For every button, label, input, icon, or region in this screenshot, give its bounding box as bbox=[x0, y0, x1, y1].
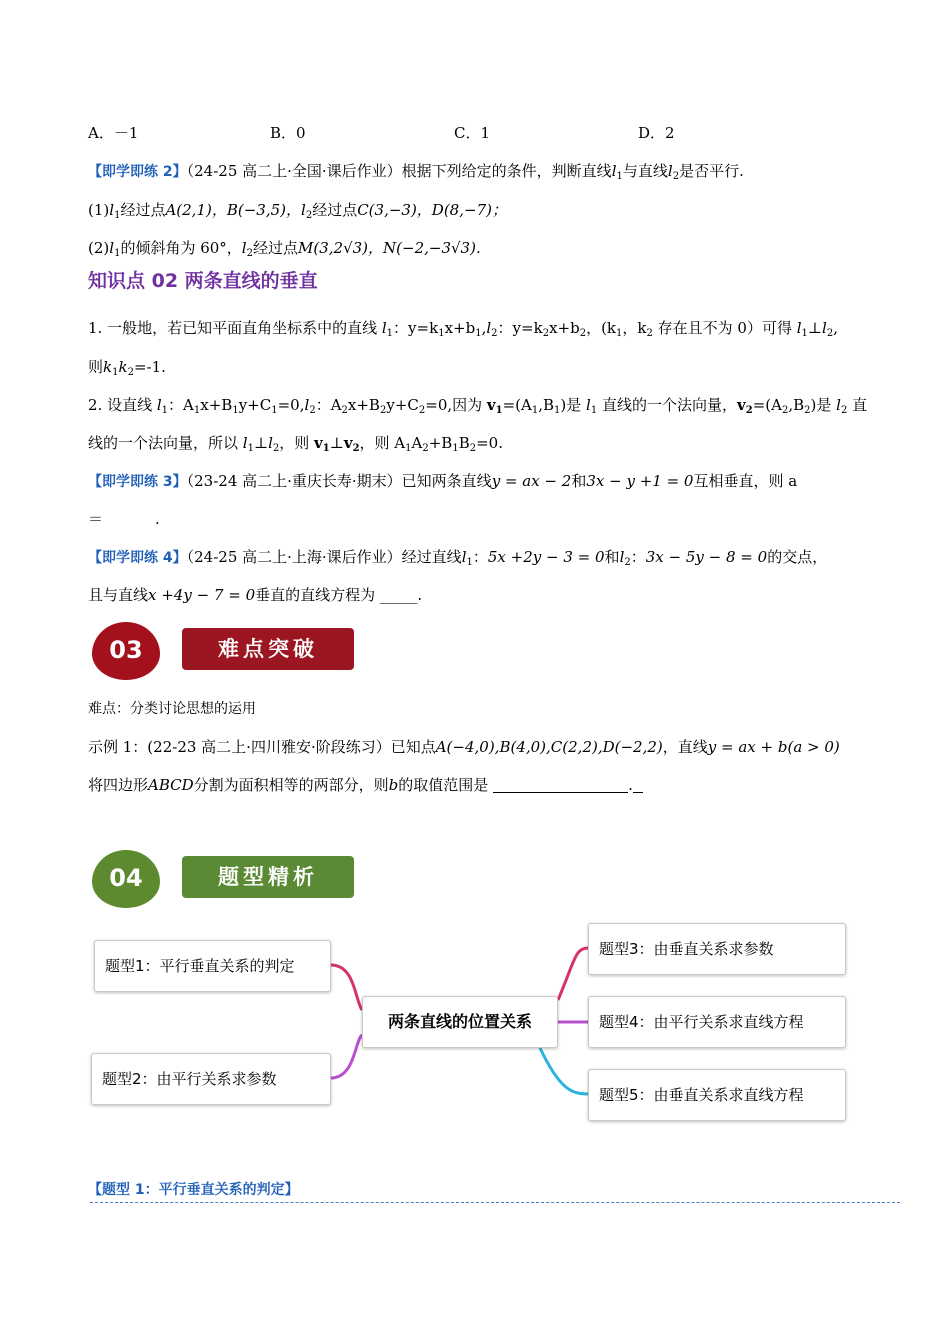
exercise-2-item-1: $(1)l_1$经过点A(2,1)，B(−3,5)，$l_2$经过点C(3,−3)，D(8,−7)； bbox=[88, 201, 507, 221]
paragraph-1-line-1: 1. 一般地，若已知平面直角坐标系中的直线 $l_1$：$y=k_1x+b_1,l_2$：$y=k_2x+b_2$，($k_1$，$k_2$ 存在且不为 0）可得 $l_1\perp l_2$, bbox=[88, 319, 838, 339]
exercise-tag: 【即学即练 2】 bbox=[88, 164, 187, 180]
exercise-4-line-2: 且与直线x +4y − 7 = 0垂直的直线方程为 _____. bbox=[88, 586, 423, 604]
mindmap-node-type-5: 题型5：由垂直关系求直线方程 bbox=[588, 1069, 846, 1121]
exercise-2-header: 【即学即练 2】（24-25 高二上·全国·课后作业）根据下列给定的条件，判断直线$l_1$与直线$l_2$是否平行. bbox=[88, 162, 744, 182]
exercise-3-line-1: 【即学即练 3】（23-24 高二上·重庆长寿·期末）已知两条直线y = ax − 2和3x − y +1 = 0互相垂直，则 a bbox=[88, 472, 798, 490]
difficulty-example-line-2: 将四边形ABCD分割为面积相等的两部分，则b的取值范围是 . bbox=[88, 775, 643, 795]
question-type-1-heading: 【题型 1：平行垂直关系的判定】 bbox=[88, 1182, 299, 1198]
option-b: B．0 bbox=[270, 124, 306, 142]
knowledge-point-title: 知识点 02 两条直线的垂直 bbox=[88, 270, 318, 292]
option-d: D．2 bbox=[638, 124, 675, 142]
mindmap-node-type-2: 题型2：由平行关系求参数 bbox=[91, 1053, 331, 1105]
badge-label: 题型精析 bbox=[182, 856, 354, 898]
dashed-divider bbox=[90, 1202, 900, 1203]
paragraph-2-line-2: 线的一个法向量，所以 $l_1\perp l_2$，则 $v_1\perp v_2$，则 $A_1A_2+B_1B_2=0$. bbox=[88, 434, 503, 454]
exercise-tag: 【即学即练 4】 bbox=[88, 550, 187, 566]
mindmap-node-type-3: 题型3：由垂直关系求参数 bbox=[588, 923, 846, 975]
mindmap-node-type-1: 题型1：平行垂直关系的判定 bbox=[94, 940, 331, 992]
badge-label: 难点突破 bbox=[182, 628, 354, 670]
paragraph-2-line-1: 2. 设直线 $l_1$：$A_1x+B_1y+C_1=0,l_2$：$A_2x+B_2y+C_2=0$,因为 $v_1=(A_1,B_1)$是 $l_1$ 直线的一个法向量，$v_2=(A_2,B_2)$是 $l_2$ 直 bbox=[88, 396, 868, 416]
connector-right-3 bbox=[558, 948, 588, 1000]
mindmap-node-type-4: 题型4：由平行关系求直线方程 bbox=[588, 996, 846, 1048]
connector-left-1 bbox=[331, 965, 362, 1010]
exercise-3-line-2: ＝ . bbox=[88, 510, 160, 528]
exercise-tag: 【即学即练 3】 bbox=[88, 474, 187, 490]
exercise-4-line-1: 【即学即练 4】（24-25 高二上·上海·课后作业）经过直线$l_1$：5x +2y − 3 = 0和$l_2$：3x − 5y − 8 = 0的交点， bbox=[88, 548, 828, 568]
difficulty-title: 难点：分类讨论思想的运用 bbox=[88, 701, 256, 717]
badge-number: 04 bbox=[109, 864, 143, 892]
option-c: C．1 bbox=[454, 124, 491, 142]
exercise-2-item-2: $(2)l_1$的倾斜角为 60°，$l_2$经过点M(3,2√3)，N(−2,−3√3). bbox=[88, 239, 481, 259]
option-a: A．－1 bbox=[88, 124, 139, 142]
paragraph-1-line-2: 则$k_1k_2=-1$. bbox=[88, 358, 166, 378]
difficulty-example-line-1: 示例 1：(22-23 高二上·四川雅安·阶段练习）已知点A(−4,0),B(4,0),C(2,2),D(−2,2)，直线y = ax + b(a > 0) bbox=[88, 738, 840, 756]
connector-left-2 bbox=[331, 1035, 362, 1078]
mindmap-center-node: 两条直线的位置关系 bbox=[362, 996, 558, 1048]
badge-number: 03 bbox=[109, 636, 143, 664]
connector-right-5 bbox=[540, 1048, 588, 1094]
answer-blank: _____ bbox=[379, 586, 418, 604]
